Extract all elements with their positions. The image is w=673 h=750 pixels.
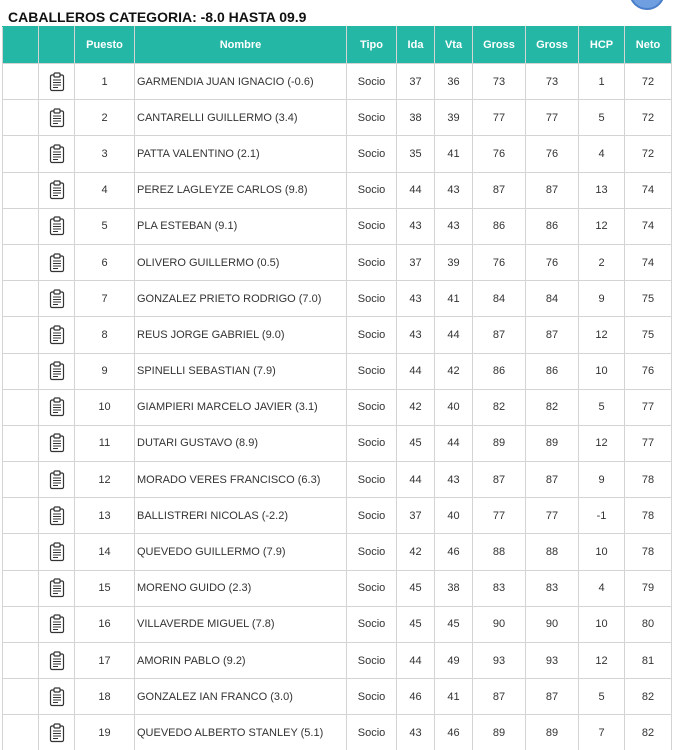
cell-gross: 87 [473, 317, 526, 353]
clipboard-icon[interactable] [49, 289, 65, 309]
clipboard-icon[interactable] [49, 687, 65, 707]
cell-ida: 44 [397, 643, 435, 679]
cell-nombre: MORADO VERES FRANCISCO (6.3) [135, 462, 347, 498]
cell-ida: 43 [397, 281, 435, 317]
cell-nombre: SPINELLI SEBASTIAN (7.9) [135, 353, 347, 389]
row-empty-cell [3, 172, 39, 208]
cell-gross: 88 [473, 534, 526, 570]
cell-vta: 46 [435, 534, 473, 570]
cell-nombre: GONZALEZ PRIETO RODRIGO (7.0) [135, 281, 347, 317]
clipboard-icon[interactable] [49, 723, 65, 743]
cell-vta: 43 [435, 208, 473, 244]
cell-nombre: PATTA VALENTINO (2.1) [135, 136, 347, 172]
table-row [3, 715, 672, 750]
cell-hcp: 9 [579, 462, 625, 498]
cell-puesto: 11 [75, 425, 135, 461]
cell-gross: 77 [473, 498, 526, 534]
cell-vta: 36 [435, 64, 473, 100]
cell-hcp: 7 [579, 715, 625, 750]
cell-neto: 77 [625, 389, 672, 425]
clipboard-icon[interactable] [49, 433, 65, 453]
cell-hcp: 2 [579, 244, 625, 280]
cell-tipo: Socio [347, 136, 397, 172]
column-header-empty-1 [3, 27, 39, 64]
cell-nombre: OLIVERO GUILLERMO (0.5) [135, 244, 347, 280]
cell-nombre: QUEVEDO ALBERTO STANLEY (5.1) [135, 715, 347, 750]
cell-gross2: 86 [526, 353, 579, 389]
cell-neto: 82 [625, 679, 672, 715]
clipboard-icon[interactable] [49, 180, 65, 200]
cell-ida: 42 [397, 389, 435, 425]
cell-vta: 41 [435, 679, 473, 715]
cell-nombre: GONZALEZ IAN FRANCO (3.0) [135, 679, 347, 715]
cell-nombre: PEREZ LAGLEYZE CARLOS (9.8) [135, 172, 347, 208]
cell-vta: 44 [435, 317, 473, 353]
column-header-empty-2 [39, 27, 75, 64]
scorecard-cell [39, 643, 75, 679]
table-row [3, 534, 672, 570]
cell-puesto: 17 [75, 643, 135, 679]
cell-neto: 77 [625, 425, 672, 461]
cell-gross: 90 [473, 606, 526, 642]
cell-ida: 44 [397, 353, 435, 389]
cell-neto: 80 [625, 606, 672, 642]
cell-ida: 43 [397, 715, 435, 750]
cell-puesto: 12 [75, 462, 135, 498]
row-empty-cell [3, 498, 39, 534]
row-empty-cell [3, 244, 39, 280]
cell-nombre: VILLAVERDE MIGUEL (7.8) [135, 606, 347, 642]
clipboard-icon[interactable] [49, 144, 65, 164]
cell-gross2: 86 [526, 208, 579, 244]
cell-gross: 77 [473, 100, 526, 136]
cell-gross2: 87 [526, 317, 579, 353]
cell-puesto: 9 [75, 353, 135, 389]
table-header-row [3, 27, 672, 64]
cell-ida: 45 [397, 425, 435, 461]
cell-hcp: 13 [579, 172, 625, 208]
clipboard-icon[interactable] [49, 651, 65, 671]
table-row [3, 462, 672, 498]
cell-ida: 37 [397, 244, 435, 280]
cell-hcp: -1 [579, 498, 625, 534]
cell-gross2: 89 [526, 715, 579, 750]
table-row [3, 389, 672, 425]
scorecard-cell [39, 136, 75, 172]
cell-gross: 87 [473, 462, 526, 498]
row-empty-cell [3, 389, 39, 425]
cell-puesto: 18 [75, 679, 135, 715]
cell-ida: 45 [397, 570, 435, 606]
cell-vta: 45 [435, 606, 473, 642]
cell-vta: 43 [435, 172, 473, 208]
cell-neto: 72 [625, 100, 672, 136]
clipboard-icon[interactable] [49, 72, 65, 92]
table-row [3, 643, 672, 679]
cell-ida: 38 [397, 100, 435, 136]
table-row [3, 498, 672, 534]
cell-hcp: 9 [579, 281, 625, 317]
scorecard-cell [39, 281, 75, 317]
table-row [3, 208, 672, 244]
scorecard-cell [39, 570, 75, 606]
cell-vta: 46 [435, 715, 473, 750]
cell-ida: 44 [397, 462, 435, 498]
cell-gross: 93 [473, 643, 526, 679]
table-row [3, 353, 672, 389]
cell-tipo: Socio [347, 64, 397, 100]
cell-puesto: 13 [75, 498, 135, 534]
cell-gross2: 87 [526, 462, 579, 498]
table-row [3, 136, 672, 172]
cell-ida: 37 [397, 498, 435, 534]
cell-nombre: GIAMPIERI MARCELO JAVIER (3.1) [135, 389, 347, 425]
cell-gross: 89 [473, 425, 526, 461]
scorecard-cell [39, 606, 75, 642]
cell-nombre: BALLISTRERI NICOLAS (-2.2) [135, 498, 347, 534]
clipboard-icon[interactable] [49, 325, 65, 345]
cell-puesto: 8 [75, 317, 135, 353]
cell-neto: 74 [625, 208, 672, 244]
table-row [3, 425, 672, 461]
cell-ida: 46 [397, 679, 435, 715]
cell-neto: 78 [625, 534, 672, 570]
column-header-nombre[interactable]: Nombre [135, 27, 347, 64]
cell-puesto: 19 [75, 715, 135, 750]
cell-hcp: 10 [579, 353, 625, 389]
cell-hcp: 5 [579, 389, 625, 425]
column-header-puesto[interactable]: Puesto [75, 27, 135, 64]
cell-puesto: 2 [75, 100, 135, 136]
table-row [3, 244, 672, 280]
column-header-tipo[interactable]: Tipo [347, 27, 397, 64]
cell-ida: 37 [397, 64, 435, 100]
row-empty-cell [3, 317, 39, 353]
row-empty-cell [3, 425, 39, 461]
cell-tipo: Socio [347, 425, 397, 461]
cell-tipo: Socio [347, 462, 397, 498]
cell-gross: 83 [473, 570, 526, 606]
cell-gross2: 88 [526, 534, 579, 570]
row-empty-cell [3, 64, 39, 100]
page-title: CABALLEROS CATEGORIA: -8.0 HASTA 09.9 [8, 9, 307, 25]
cell-ida: 43 [397, 208, 435, 244]
row-empty-cell [3, 136, 39, 172]
cell-gross2: 83 [526, 570, 579, 606]
table-row [3, 679, 672, 715]
cell-tipo: Socio [347, 498, 397, 534]
cell-neto: 76 [625, 353, 672, 389]
clipboard-icon[interactable] [49, 253, 65, 273]
cell-gross2: 89 [526, 425, 579, 461]
clipboard-icon[interactable] [49, 361, 65, 381]
scorecard-cell [39, 100, 75, 136]
cell-gross: 89 [473, 715, 526, 750]
cell-vta: 43 [435, 462, 473, 498]
floating-action-button[interactable] [629, 0, 665, 10]
cell-neto: 72 [625, 64, 672, 100]
scorecard-cell [39, 389, 75, 425]
cell-vta: 41 [435, 136, 473, 172]
table-row [3, 317, 672, 353]
cell-gross: 87 [473, 172, 526, 208]
cell-tipo: Socio [347, 317, 397, 353]
scorecard-cell [39, 462, 75, 498]
cell-puesto: 4 [75, 172, 135, 208]
cell-neto: 78 [625, 498, 672, 534]
cell-tipo: Socio [347, 100, 397, 136]
cell-puesto: 6 [75, 244, 135, 280]
row-empty-cell [3, 643, 39, 679]
cell-hcp: 12 [579, 425, 625, 461]
cell-gross: 84 [473, 281, 526, 317]
row-empty-cell [3, 679, 39, 715]
cell-gross2: 84 [526, 281, 579, 317]
cell-hcp: 10 [579, 606, 625, 642]
cell-gross2: 87 [526, 679, 579, 715]
column-header-ida[interactable]: Ida [397, 27, 435, 64]
cell-gross2: 87 [526, 172, 579, 208]
cell-tipo: Socio [347, 172, 397, 208]
cell-tipo: Socio [347, 570, 397, 606]
cell-vta: 44 [435, 425, 473, 461]
cell-neto: 82 [625, 715, 672, 750]
cell-neto: 72 [625, 136, 672, 172]
cell-gross: 87 [473, 679, 526, 715]
table-row [3, 100, 672, 136]
cell-tipo: Socio [347, 606, 397, 642]
cell-puesto: 10 [75, 389, 135, 425]
clipboard-icon[interactable] [49, 578, 65, 598]
cell-gross2: 82 [526, 389, 579, 425]
cell-ida: 35 [397, 136, 435, 172]
clipboard-icon[interactable] [49, 108, 65, 128]
clipboard-icon[interactable] [49, 614, 65, 634]
cell-hcp: 5 [579, 100, 625, 136]
cell-hcp: 12 [579, 317, 625, 353]
row-empty-cell [3, 353, 39, 389]
title-bar [0, 0, 673, 26]
cell-gross2: 93 [526, 643, 579, 679]
cell-puesto: 5 [75, 208, 135, 244]
cell-nombre: AMORIN PABLO (9.2) [135, 643, 347, 679]
cell-nombre: REUS JORGE GABRIEL (9.0) [135, 317, 347, 353]
cell-neto: 79 [625, 570, 672, 606]
cell-vta: 42 [435, 353, 473, 389]
scorecard-cell [39, 208, 75, 244]
cell-tipo: Socio [347, 244, 397, 280]
cell-nombre: DUTARI GUSTAVO (8.9) [135, 425, 347, 461]
clipboard-icon[interactable] [49, 470, 65, 490]
clipboard-icon[interactable] [49, 397, 65, 417]
column-header-gross[interactable]: Gross [473, 27, 526, 64]
cell-puesto: 3 [75, 136, 135, 172]
cell-nombre: PLA ESTEBAN (9.1) [135, 208, 347, 244]
column-header-neto[interactable]: Neto [625, 27, 672, 64]
cell-vta: 39 [435, 100, 473, 136]
cell-neto: 75 [625, 317, 672, 353]
cell-hcp: 12 [579, 208, 625, 244]
cell-gross2: 77 [526, 100, 579, 136]
cell-ida: 42 [397, 534, 435, 570]
cell-gross2: 76 [526, 136, 579, 172]
cell-hcp: 4 [579, 570, 625, 606]
table-row [3, 606, 672, 642]
column-header-hcp[interactable]: HCP [579, 27, 625, 64]
table-row [3, 64, 672, 100]
results-table [2, 26, 672, 750]
cell-neto: 74 [625, 244, 672, 280]
cell-tipo: Socio [347, 353, 397, 389]
cell-nombre: CANTARELLI GUILLERMO (3.4) [135, 100, 347, 136]
cell-tipo: Socio [347, 389, 397, 425]
cell-puesto: 15 [75, 570, 135, 606]
cell-puesto: 14 [75, 534, 135, 570]
cell-neto: 74 [625, 172, 672, 208]
cell-ida: 44 [397, 172, 435, 208]
table-row [3, 281, 672, 317]
cell-hcp: 5 [579, 679, 625, 715]
cell-ida: 45 [397, 606, 435, 642]
cell-gross: 76 [473, 244, 526, 280]
column-header-gross-2[interactable]: Gross [526, 27, 579, 64]
clipboard-icon[interactable] [49, 506, 65, 526]
row-empty-cell [3, 281, 39, 317]
cell-vta: 49 [435, 643, 473, 679]
cell-nombre: QUEVEDO GUILLERMO (7.9) [135, 534, 347, 570]
cell-hcp: 10 [579, 534, 625, 570]
cell-neto: 78 [625, 462, 672, 498]
cell-neto: 75 [625, 281, 672, 317]
cell-gross: 76 [473, 136, 526, 172]
row-empty-cell [3, 462, 39, 498]
cell-tipo: Socio [347, 715, 397, 750]
row-empty-cell [3, 715, 39, 750]
scorecard-cell [39, 172, 75, 208]
scorecard-cell [39, 353, 75, 389]
cell-vta: 40 [435, 389, 473, 425]
cell-puesto: 16 [75, 606, 135, 642]
scorecard-cell [39, 425, 75, 461]
scorecard-cell [39, 715, 75, 750]
cell-hcp: 1 [579, 64, 625, 100]
table-row [3, 172, 672, 208]
cell-ida: 43 [397, 317, 435, 353]
cell-nombre: GARMENDIA JUAN IGNACIO (-0.6) [135, 64, 347, 100]
row-empty-cell [3, 208, 39, 244]
cell-gross: 86 [473, 208, 526, 244]
cell-gross2: 73 [526, 64, 579, 100]
cell-gross: 86 [473, 353, 526, 389]
cell-hcp: 4 [579, 136, 625, 172]
cell-puesto: 1 [75, 64, 135, 100]
clipboard-icon[interactable] [49, 542, 65, 562]
row-empty-cell [3, 534, 39, 570]
scorecard-cell [39, 679, 75, 715]
scorecard-cell [39, 244, 75, 280]
clipboard-icon[interactable] [49, 216, 65, 236]
cell-tipo: Socio [347, 534, 397, 570]
cell-vta: 40 [435, 498, 473, 534]
cell-tipo: Socio [347, 679, 397, 715]
cell-nombre: MORENO GUIDO (2.3) [135, 570, 347, 606]
cell-gross: 73 [473, 64, 526, 100]
row-empty-cell [3, 100, 39, 136]
table-row [3, 570, 672, 606]
column-header-vta[interactable]: Vta [435, 27, 473, 64]
cell-gross2: 77 [526, 498, 579, 534]
cell-hcp: 12 [579, 643, 625, 679]
cell-neto: 81 [625, 643, 672, 679]
cell-tipo: Socio [347, 643, 397, 679]
scorecard-cell [39, 317, 75, 353]
scorecard-cell [39, 64, 75, 100]
cell-vta: 41 [435, 281, 473, 317]
cell-puesto: 7 [75, 281, 135, 317]
cell-gross2: 76 [526, 244, 579, 280]
cell-vta: 39 [435, 244, 473, 280]
cell-gross: 82 [473, 389, 526, 425]
cell-tipo: Socio [347, 281, 397, 317]
cell-vta: 38 [435, 570, 473, 606]
row-empty-cell [3, 570, 39, 606]
cell-gross2: 90 [526, 606, 579, 642]
cell-tipo: Socio [347, 208, 397, 244]
row-empty-cell [3, 606, 39, 642]
scorecard-cell [39, 498, 75, 534]
scorecard-cell [39, 534, 75, 570]
